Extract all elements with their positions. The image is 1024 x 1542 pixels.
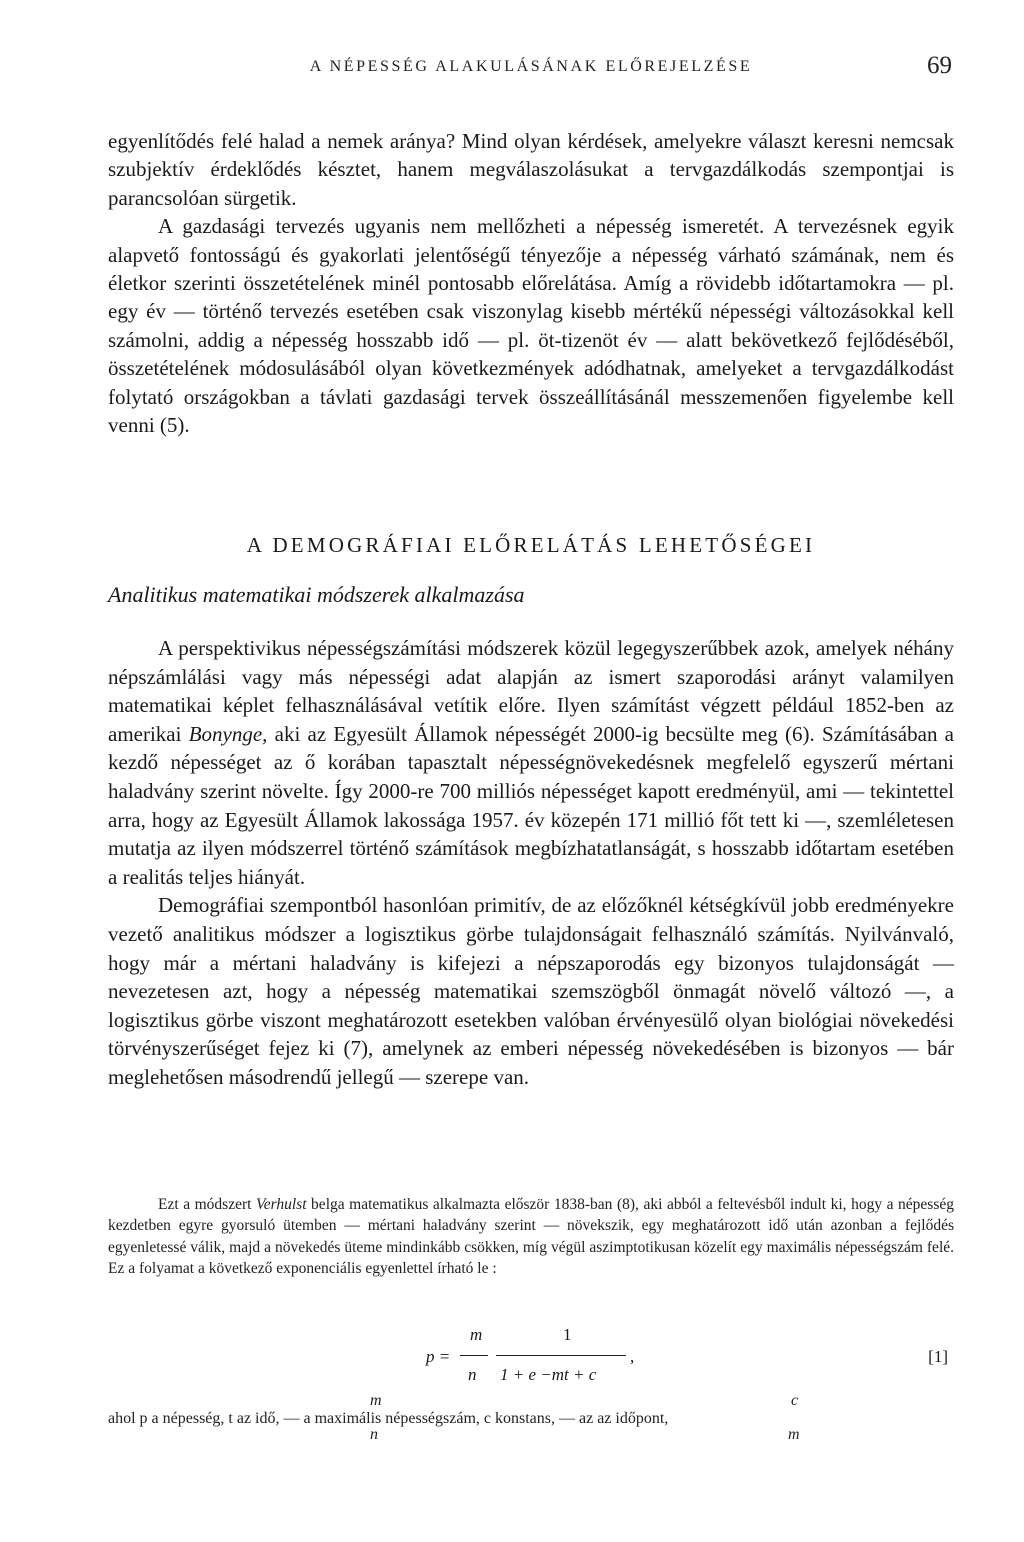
section-paragraph-1-part-b: aki az Egyesült Államok népességét 2000-ig becsülte meg (6). Számításában a kezdő népességet az ő korában tapasztalt népességnövekedésnek megfelelő egyszerű mértani haladvány szerint növelte. Így 2000-re 700 milliós népességet kapott eredményül, ami — tekintettel arra, hogy az Egyesült Államok lakossága 1957. év közepén 171 millió főt tett ki —, szemléletesen mutatja az ilyen módszerrel történő számítások megbízhatatlanságát, s hosszabb időtartam esetében a realitás teljes hiányát. xyxy=(108,721,954,889)
definition-fraction-1-denominator: n xyxy=(370,1426,378,1443)
running-head xyxy=(108,52,954,88)
formula-fraction-bar-1 xyxy=(460,1355,488,1356)
running-title: A NÉPESSÉG ALAKULÁSÁNAK ELŐREJELZÉSE xyxy=(309,58,753,75)
definition-fraction-1-numerator: m xyxy=(370,1392,382,1409)
variable-definitions xyxy=(108,1392,954,1448)
equation-number: [1] xyxy=(928,1347,948,1366)
formula-numerator-2: 1 xyxy=(563,1325,572,1344)
definition-line: ahol p a népesség, t az idő, — a maximális népességszám, c konstans, — az az időpont, xyxy=(108,1410,669,1427)
section-paragraph-1 xyxy=(108,634,954,891)
section-heading: A DEMOGRÁFIAI ELŐRELÁTÁS LEHETŐSÉGEI xyxy=(246,533,816,557)
intro-text xyxy=(108,127,954,439)
intro-paragraph-2: A gazdasági tervezés ugyanis nem mellőzheti a népesség ismeretét. A tervezésnek egyik alapvető fontosságú és gyakorlati jelentőségű tényezője a népesség várható számának, nem és életkor szerinti összetételének minél pontosabb előrelátása. Amíg a rövidebb időtartamokra — pl. egy év — történő tervezés esetében csak viszonylag kisebb mértékű népességi változásokkal kell számolni, addig a népesség hosszabb idő — pl. öt-tizenöt év — alatt bekövetkező fejlődéséből, összetételének módosulásából olyan következmények adódhatnak, amelyeket a tervgazdálkodást folytató országokban a távlati gazdasági tervek összeállításánál messzemenően figyelembe kell venni (5). xyxy=(108,214,954,438)
note-part-a: Ezt a módszert xyxy=(158,1196,256,1213)
note-part-b: belga matematikus alkalmazta először 1838-ban (8), aki abból a feltevésből indult ki, hogy a népesség kezdetben egyre gyorsuló ütemben — mértani haladvány szerint — növekszik, egy meghatározott idő után azonban a fejlődés egyenletessé válik, majd a növekedés üteme mindinkább csökken, míg végül aszimptotikusan közelít egy maximális népességszám felé. Ez a folyamat a következő exponenciális egyenlettel írható le : xyxy=(108,1196,954,1278)
formula-comma: , xyxy=(630,1347,635,1366)
section-paragraph-2: Demográfiai szempontból hasonlóan primitív, de az előzőknél kétségkívül jobb eredményekre vezető analitikus módszer a logisztikus görbe tulajdonságait felhasználó számítás. Nyilvánvaló, hogy már a mértani haladvány is kifejezi a népszaporodás egy bizonyos tulajdonságát — nevezetesen azt, hogy a népesség matematikai szemszögből önmagát növelő változó —, a logisztikus görbe viszont meghatározott esetekben valóban érvényesülő olyan biológiai növekedési törvényszerűséget fejez ki (7), amelynek az emberi népesség növekedésében is bizonyos — bár meglehetősen másodrendű jellegű — szerepe van. xyxy=(108,893,954,1089)
formula-lhs: p = xyxy=(426,1347,451,1366)
page-number: 69 xyxy=(927,52,952,79)
intro-paragraph-1: egyenlítődés felé halad a nemek aránya? Mind olyan kérdések, amelyekre választ keresni nemcsak szubjektív érdeklődés késztet, hanem megválaszolásukat a tervgazdálkodás szempontjai is parancsolóan sürgetik. xyxy=(108,129,954,210)
section-paragraph-1-part-a: A perspektivikus népességszámítási módszerek közül legegyszerűbbek azok, amelyek néhány népszámlálási vagy más népességi adat alapján az ismert szaporodási arányt valamilyen matematikai képlet felhasználásával vetítik előre. Ilyen számítást végzett például 1852-ben az amerikai xyxy=(108,636,954,746)
note-paragraph xyxy=(108,1194,954,1280)
small-print-note xyxy=(108,1194,954,1280)
formula-denominator-1: n xyxy=(468,1365,477,1384)
formula-numerator-1: m xyxy=(470,1325,483,1344)
formula-fraction-bar-2 xyxy=(496,1355,626,1356)
definition-fraction-2-denominator: m xyxy=(788,1426,800,1443)
section-subheading: Analitikus matematikai módszerek alkalmazása xyxy=(108,582,525,607)
definition-fraction-2-numerator: c xyxy=(791,1392,799,1409)
section-text xyxy=(108,634,954,1092)
logistic-formula xyxy=(108,1325,954,1395)
author-name: Bonynge, xyxy=(188,721,268,746)
formula-denominator-2: 1 + e −mt + c xyxy=(500,1365,597,1384)
note-author-name: Verhulst xyxy=(255,1196,307,1213)
